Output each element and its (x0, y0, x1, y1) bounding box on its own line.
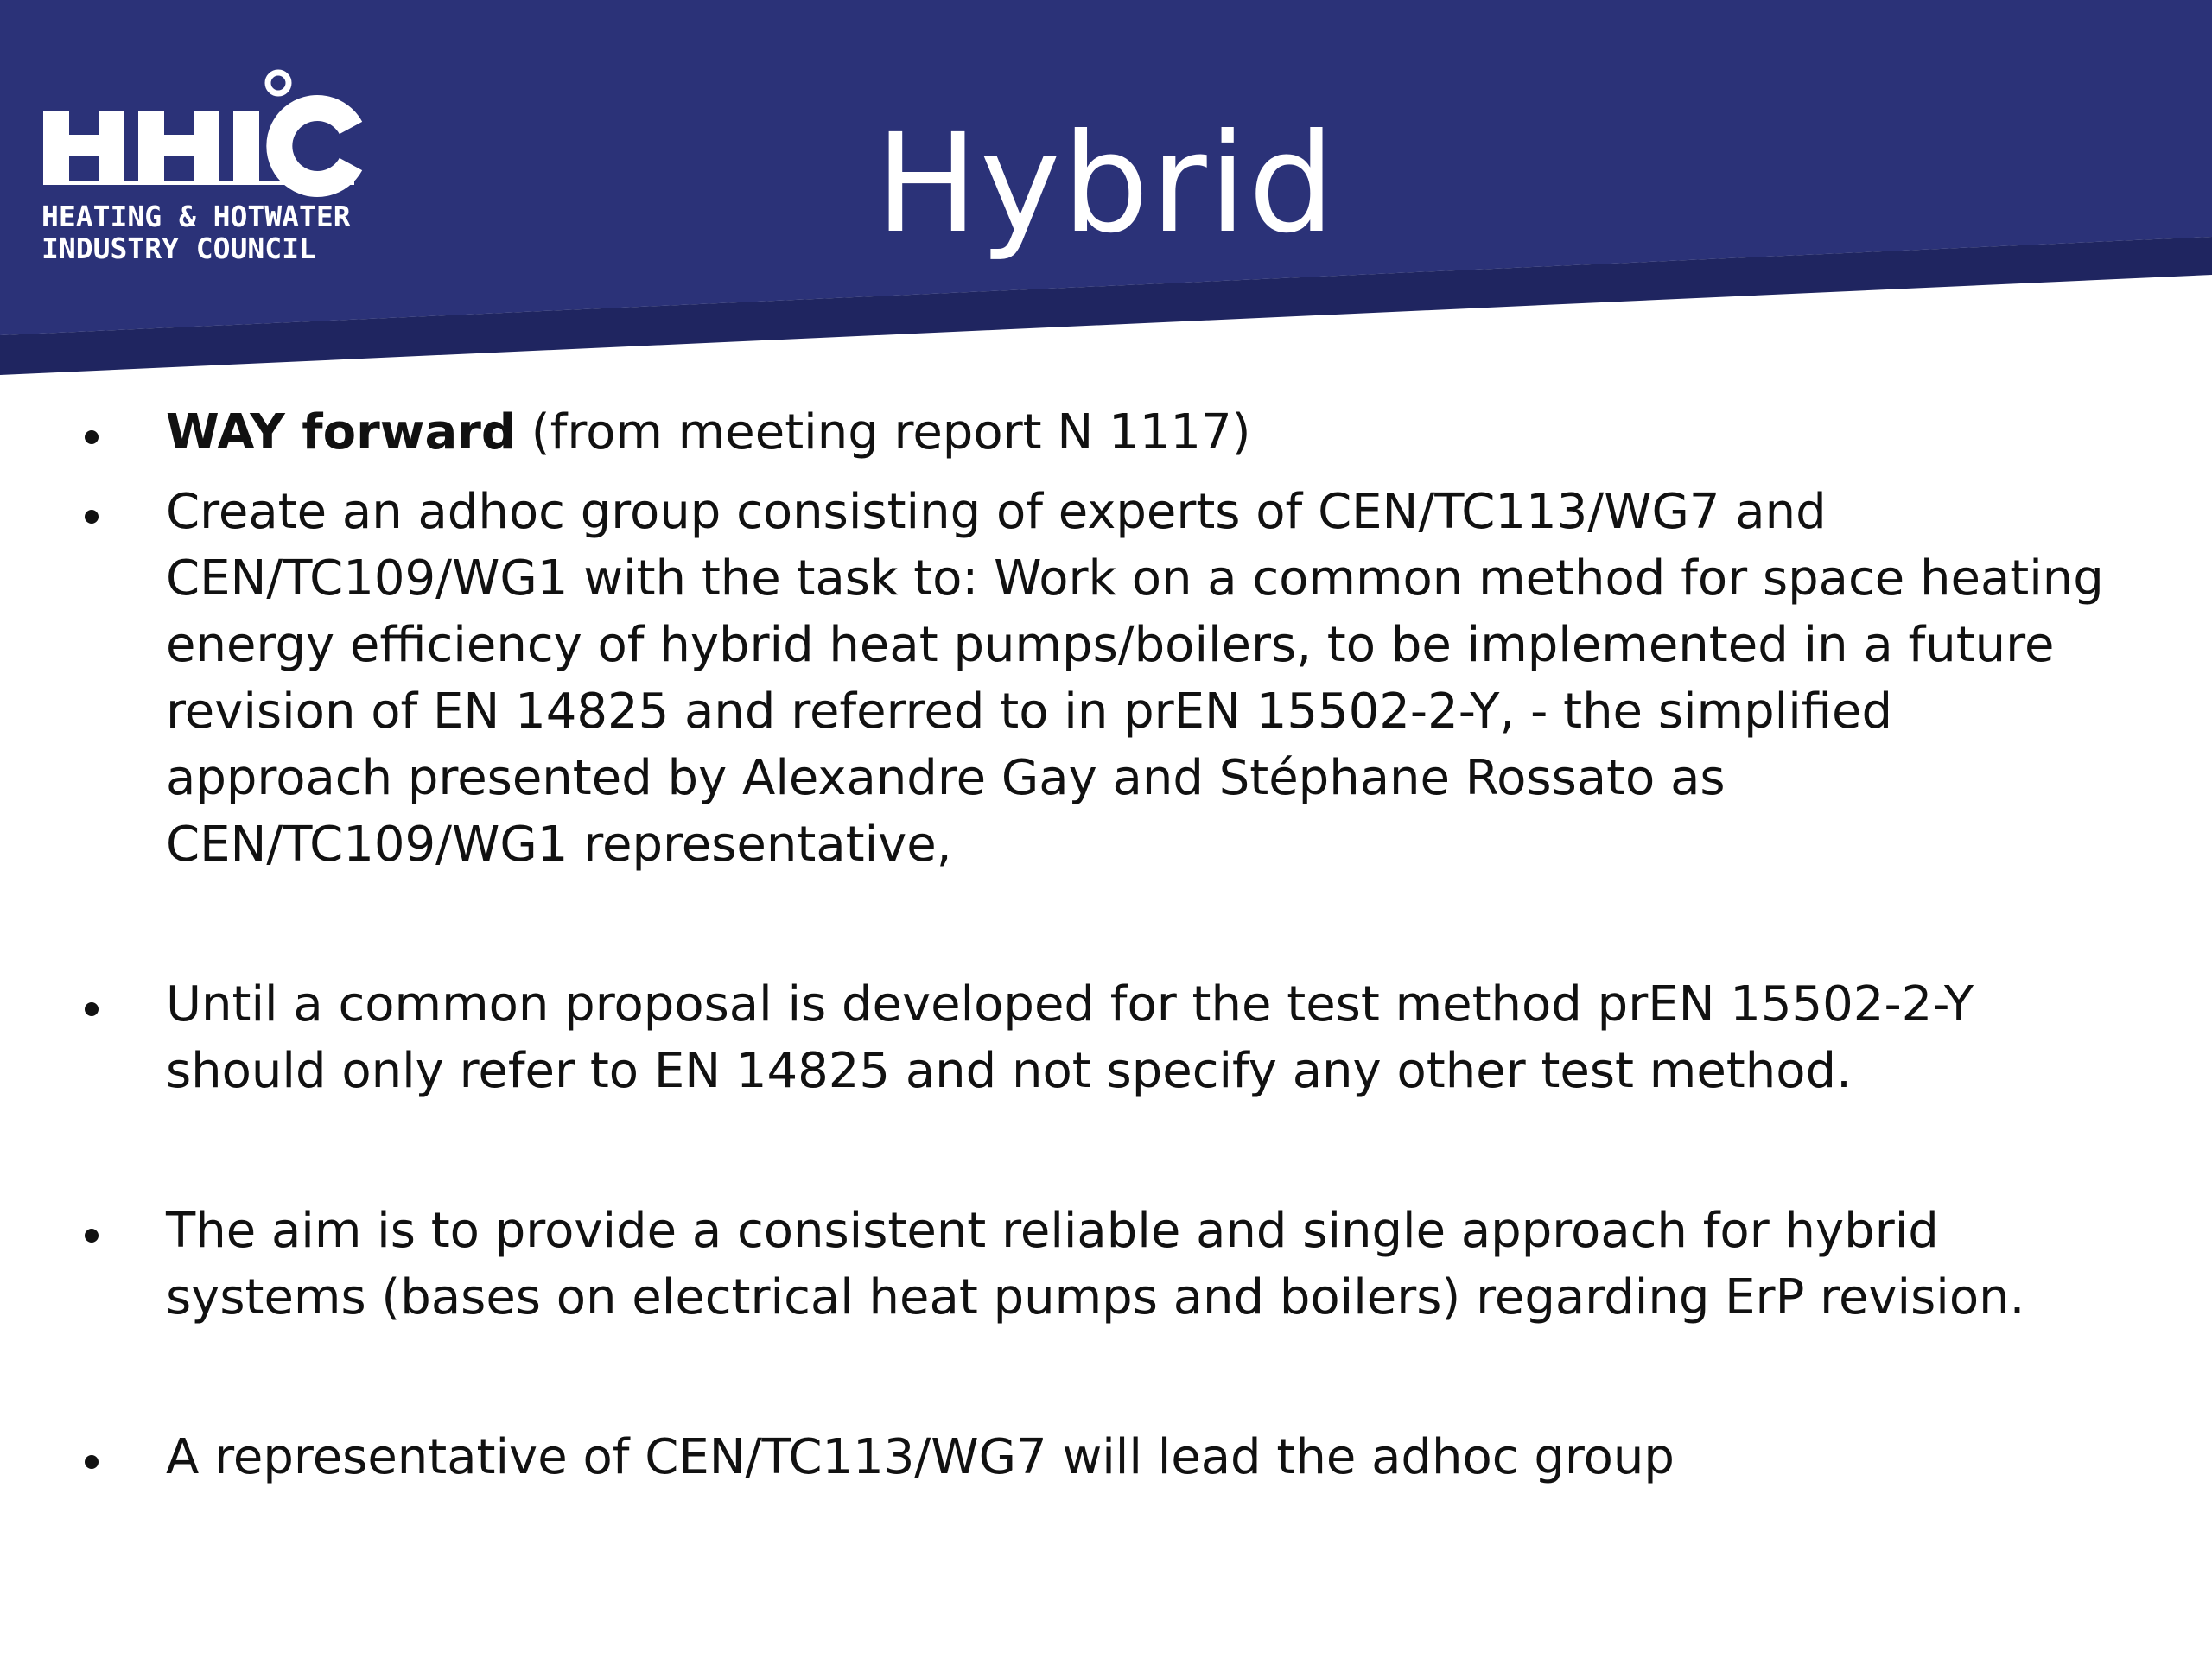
bullet-line: should only refer to EN 14825 and not specify any other test method. (166, 1043, 1852, 1099)
bullet-bold-lead: WAY forward (166, 404, 516, 461)
bullet-text (166, 971, 2153, 1104)
bullet-line: approach presented by Alexandre Gay and Stéphane Rossato as (166, 750, 1726, 806)
bullet-text (166, 1424, 2153, 1491)
logo-subtitle-line-2: INDUSTRY COUNCIL (41, 232, 316, 265)
bullet-line: energy efficiency of hybrid heat pumps/boilers, to be implemented in a future (166, 617, 2055, 673)
bullet-line: Create an adhoc group consisting of experts of CEN/TC113/WG7 and (166, 484, 1827, 540)
bullet-text (166, 399, 2153, 466)
bullet-dot-icon (85, 1455, 99, 1469)
bullet-lead-rest: (from meeting report N 1117) (515, 404, 1251, 461)
bullet-text (166, 479, 2153, 878)
bullet-dot-icon (85, 510, 99, 524)
slide-title: Hybrid (875, 105, 1337, 264)
bullet-dot-icon (85, 430, 99, 444)
bullet-line (166, 399, 2153, 466)
bullet-line: Until a common proposal is developed for the test method prEN 15502-2-Y (166, 976, 1974, 1033)
bullet-line: CEN/TC109/WG1 representative, (166, 817, 952, 873)
bullet-dot-icon (85, 1002, 99, 1016)
bullet-line: A representative of CEN/TC113/WG7 will lead the adhoc group (166, 1429, 1675, 1485)
bullet-line: CEN/TC109/WG1 with the task to: Work on a common method for space heating (166, 550, 2104, 607)
bullet-line: systems (bases on electrical heat pumps and boilers) regarding ErP revision. (166, 1269, 2025, 1325)
bullet-line: revision of EN 14825 and referred to in prEN 15502-2-Y, - the simplified (166, 683, 1893, 740)
bullet-dot-icon (85, 1229, 99, 1243)
bullet-text (166, 1198, 2153, 1331)
bullet-line: The aim is to provide a consistent reliable and single approach for hybrid (166, 1203, 1939, 1259)
logo-subtitle-line-1: HEATING & HOTWATER (41, 200, 351, 233)
